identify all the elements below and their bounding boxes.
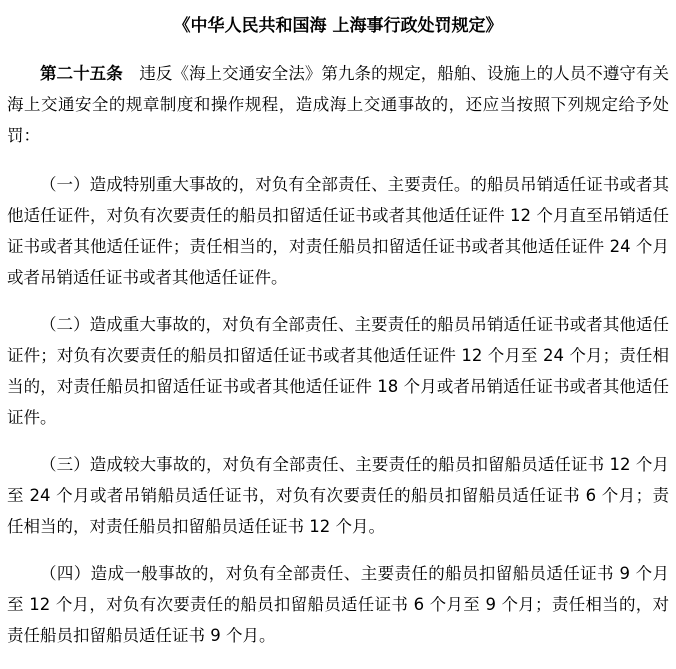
article-intro-text: 违反《海上交通安全法》第九条的规定，船舶、设施上的人员不遵守有关海上交通安全的规章制度和操作规程，造成海上交通事故的，还应当按照下列规定给予处罚：: [7, 64, 670, 145]
clause-1: （一）造成特别重大事故的，对负有全部责任、主要责任。的船员吊销适任证书或者其他适任证件，对负有次要责任的船员扣留适任证书或者其他适任证件 12 个月直至吊销适任证书或者其他适任证件；责任相当的，对责任船员扣留适任证书或者其他适任证件 24 个月或者吊销适任证书或者其他适任证件。: [7, 175, 669, 287]
article-intro-paragraph: [7, 58, 669, 151]
document-title: 《中华人民共和国海 上海事行政处罚规定》: [173, 16, 503, 36]
clause-3: （三）造成较大事故的，对负有全部责任、主要责任的船员扣留船员适任证书 12 个月至 24 个月或者吊销船员适任证书，对负有次要责任的船员扣留船员适任证书 6 个月；责任相当的，对责任船员扣留船员适任证书 12 个月。: [7, 455, 669, 536]
clause-4: （四）造成一般事故的，对负有全部责任、主要责任的船员扣留船员适任证书 9 个月至 12 个月，对负有次要责任的船员扣留船员适任证书 6 个月至 9 个月；责任相当的，对责任船员扣留船员适任证书 9 个月。: [7, 564, 669, 645]
article-number: 第二十五条: [40, 64, 123, 83]
clause-2: （二）造成重大事故的，对负有全部责任、主要责任的船员吊销适任证书或者其他适任证件；对负有次要责任的船员扣留适任证书或者其他适任证件 12 个月至 24 个月；责任相当的，对责任船员扣留适任证书或者其他适任证件 18 个月或者吊销适任证书或者其他适任证件。: [7, 315, 669, 427]
